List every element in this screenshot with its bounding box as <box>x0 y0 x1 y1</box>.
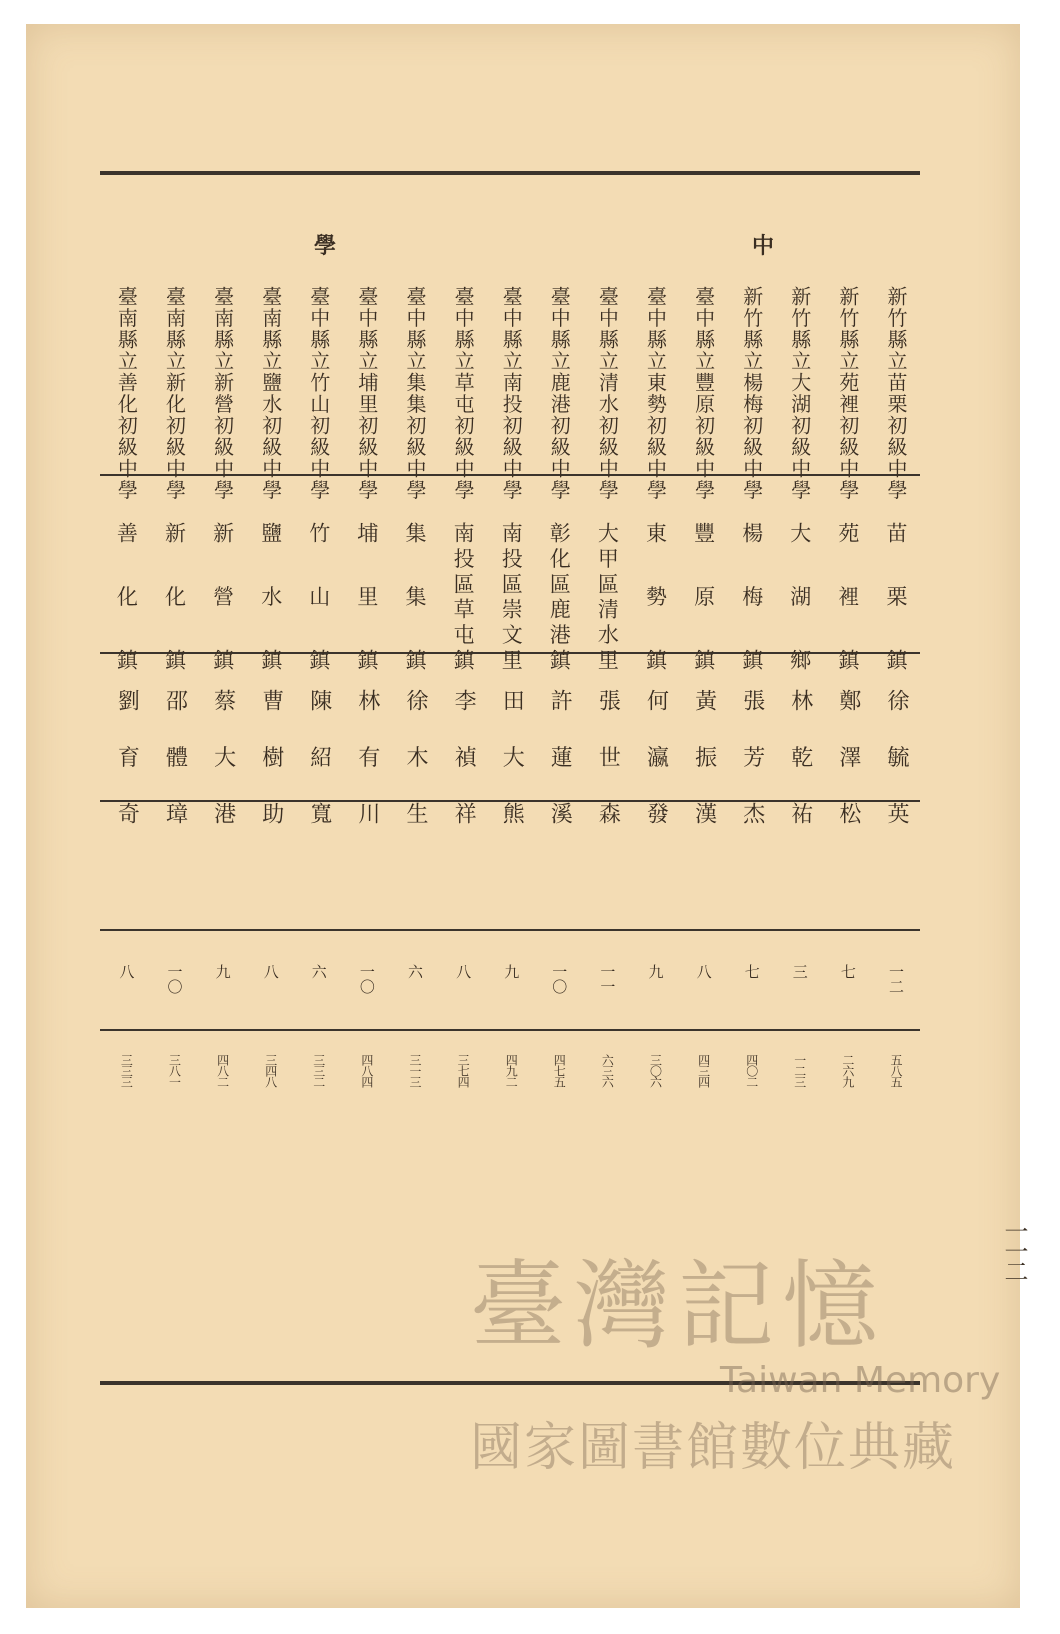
school-students: 三八一 <box>167 1054 182 1087</box>
school-students: 四八二 <box>215 1054 230 1087</box>
school-principal: 黃振漢 <box>691 689 717 824</box>
school-name: 臺南縣立鹽水初級中學 <box>258 286 283 501</box>
school-principal: 鄭澤松 <box>835 689 861 824</box>
school-name: 臺中縣立鹿港初級中學 <box>547 286 572 501</box>
school-location: 鹽水鎮 <box>258 522 283 672</box>
watermark-title: 臺灣記憶 <box>470 1250 886 1362</box>
school-principal: 陳紹寬 <box>306 689 332 824</box>
school-students: 三〇六 <box>648 1054 663 1087</box>
school-classes: 一〇 <box>550 964 569 994</box>
school-classes: 八 <box>694 964 713 979</box>
page-number: 一一二 <box>1000 1219 1028 1279</box>
school-principal: 田大熊 <box>499 689 525 824</box>
school-location: 楊梅鎮 <box>739 522 764 672</box>
school-principal: 林乾祐 <box>787 689 813 824</box>
school-students: 三三二 <box>311 1054 326 1087</box>
school-name: 臺中縣立南投初級中學 <box>499 286 524 501</box>
top-rule <box>100 171 920 175</box>
school-students: 三四八 <box>263 1054 278 1087</box>
school-name: 臺中縣立清水初級中學 <box>595 286 620 501</box>
school-classes: 八 <box>117 964 136 979</box>
school-location: 集集鎮 <box>403 522 427 672</box>
school-name: 新竹縣立大湖初級中學 <box>787 286 812 501</box>
school-students: 三七四 <box>456 1054 471 1087</box>
school-name: 臺中縣立草屯初級中學 <box>451 286 476 501</box>
school-principal: 曹樹助 <box>258 689 284 824</box>
school-principal: 徐木生 <box>403 689 428 824</box>
school-classes: 九 <box>502 964 521 979</box>
school-classes: 九 <box>213 964 232 979</box>
school-name: 新竹縣立苑裡初級中學 <box>835 286 860 501</box>
school-classes: 六 <box>309 964 328 979</box>
school-location: 埔里鎮 <box>354 522 379 672</box>
school-classes: 一二 <box>887 964 905 994</box>
school-students: 六三六 <box>600 1054 615 1087</box>
school-students: 二六九 <box>840 1054 855 1087</box>
school-name: 臺中縣立集集初級中學 <box>403 286 427 501</box>
school-classes: 三 <box>790 964 809 979</box>
school-principal: 張芳杰 <box>739 689 765 824</box>
school-principal: 蔡大港 <box>210 689 236 824</box>
school-principal: 邵體璋 <box>162 689 188 824</box>
school-classes: 一〇 <box>165 964 184 994</box>
school-location: 大湖鄉 <box>787 522 812 672</box>
school-classes: 八 <box>261 964 280 979</box>
school-location: 東勢鎮 <box>643 522 668 672</box>
school-principal: 徐毓英 <box>884 689 909 824</box>
school-principal: 何瀛發 <box>643 689 669 824</box>
school-classes: 七 <box>742 964 761 979</box>
school-location: 南投區崇文里 <box>499 522 524 672</box>
school-classes: 一一 <box>598 964 617 994</box>
school-students: 四八四 <box>359 1054 374 1087</box>
school-name: 臺中縣立竹山初級中學 <box>306 286 331 501</box>
school-name: 臺中縣立埔里初級中學 <box>354 286 379 501</box>
header-right-char: 中 <box>752 233 777 259</box>
school-classes: 六 <box>406 964 424 979</box>
school-students: 四七五 <box>552 1054 567 1087</box>
school-classes: 八 <box>454 964 473 979</box>
school-name: 臺中縣立豐原初級中學 <box>691 286 716 501</box>
school-students: 一二三 <box>792 1054 807 1087</box>
school-name: 臺南縣立新化初級中學 <box>162 286 187 501</box>
school-location: 苗栗鎮 <box>884 522 908 672</box>
school-location: 豐原鎮 <box>691 522 716 672</box>
school-students: 四〇二 <box>744 1054 759 1087</box>
header-left-char: 學 <box>314 233 339 259</box>
school-name: 臺南縣立新營初級中學 <box>210 286 235 501</box>
school-students: 四九二 <box>504 1054 519 1087</box>
school-classes: 七 <box>838 964 857 979</box>
school-location: 彰化區鹿港鎮 <box>547 522 572 672</box>
school-location: 苑裡鎮 <box>835 522 860 672</box>
school-principal: 許蓮溪 <box>547 689 573 824</box>
school-students: 三一三 <box>408 1054 422 1087</box>
school-location: 竹山鎮 <box>306 522 331 672</box>
school-location: 善化鎮 <box>114 522 139 672</box>
school-students: 三三三 <box>119 1054 134 1087</box>
school-students: 五八五 <box>889 1054 903 1087</box>
school-name: 臺南縣立善化初級中學 <box>114 286 139 501</box>
divider-classes <box>100 929 920 931</box>
school-principal: 張世森 <box>595 689 621 824</box>
school-location: 新營鎮 <box>210 522 235 672</box>
divider-students <box>100 1029 920 1031</box>
school-classes: 一〇 <box>357 964 376 994</box>
watermark-subtitle: Taiwan Memory <box>720 1360 1001 1401</box>
school-principal: 林有川 <box>354 689 380 824</box>
school-classes: 九 <box>646 964 665 979</box>
school-location: 新化鎮 <box>162 522 187 672</box>
school-principal: 劉育奇 <box>114 689 140 824</box>
school-principal: 李禎祥 <box>451 689 477 824</box>
school-name: 臺中縣立東勢初級中學 <box>643 286 668 501</box>
school-name: 新竹縣立苗栗初級中學 <box>884 286 908 501</box>
school-location: 南投區草屯鎮 <box>451 522 476 672</box>
watermark-library: 國家圖書館數位典藏 <box>470 1418 957 1478</box>
school-location: 大甲區清水里 <box>595 522 620 672</box>
school-students: 四三四 <box>696 1054 711 1087</box>
school-name: 新竹縣立楊梅初級中學 <box>739 286 764 501</box>
